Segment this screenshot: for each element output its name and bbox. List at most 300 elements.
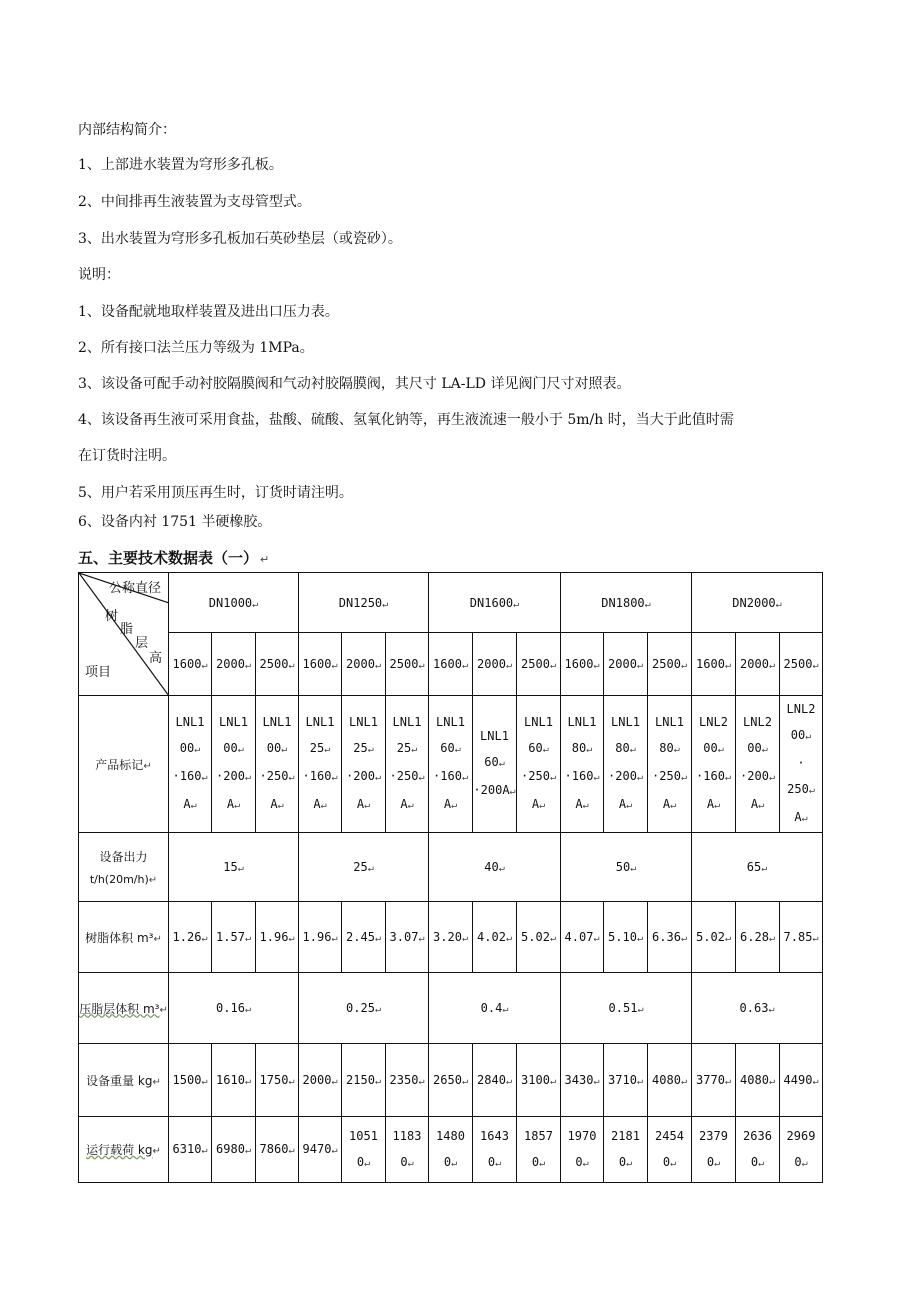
weight-cell: [517, 1044, 561, 1117]
product-mark-text: ·160: [433, 769, 462, 783]
paragraph-mark: ↵: [539, 800, 546, 811]
paragraph-mark: ↵: [593, 933, 600, 944]
paragraph-mark: ↵: [382, 598, 389, 610]
intro-title: 内部结构简介：: [78, 122, 176, 138]
paragraph-mark: ↵: [670, 1157, 677, 1169]
product-mark-line: [561, 735, 603, 763]
load-value: 1643: [480, 1128, 509, 1143]
product-mark-text: LNL1: [175, 715, 205, 729]
resin-volume-cell: [299, 902, 342, 973]
load-cell: [517, 1117, 561, 1183]
paragraph-mark: ↵: [505, 660, 512, 671]
paragraph-mark: ↵: [714, 800, 721, 811]
resin-volume-cell: [342, 902, 386, 973]
load-line: [692, 1149, 735, 1177]
load-value: 0: [794, 1154, 802, 1169]
corner-resin-2: 脂: [120, 622, 134, 637]
height-value: 2500: [783, 657, 813, 671]
product-mark-text: A: [618, 797, 627, 811]
output-value: 50: [615, 860, 631, 874]
load-value: 1857: [524, 1128, 553, 1143]
load-value: 6310: [172, 1141, 202, 1156]
paragraph-mark: ↵: [461, 660, 468, 671]
product-mark-line: [386, 791, 428, 819]
compact-volume-cell: [169, 973, 299, 1044]
paragraph-mark: ↵: [549, 933, 556, 944]
load-line: [473, 1123, 516, 1149]
note-item-4-cont: 在订货时注明。: [78, 448, 176, 464]
product-mark-line: [561, 763, 603, 791]
height-value: 2500: [521, 657, 550, 671]
row-label: 树脂体积 m³: [85, 930, 154, 945]
product-mark-text: LNL2: [699, 715, 728, 729]
load-line: [780, 1149, 822, 1177]
paragraph-mark: ↵: [367, 744, 374, 755]
load-cell: [604, 1117, 648, 1183]
product-mark-text: LNL1: [305, 715, 335, 729]
paragraph-mark: ↵: [626, 1157, 633, 1169]
height-value: 2000: [216, 657, 245, 671]
paragraph-mark: ↵: [418, 1076, 425, 1087]
product-mark-line: [517, 763, 560, 791]
product-mark-text: A: [183, 797, 191, 811]
product-mark-line: [299, 763, 341, 791]
note-item-6: 6、设备内衬 1751 半硬橡胶。: [78, 514, 272, 530]
load-line: [517, 1149, 560, 1177]
product-mark-line: [780, 722, 822, 750]
paragraph-mark: ↵: [288, 1076, 295, 1087]
paragraph-mark: ↵: [644, 598, 651, 610]
load-line: [429, 1123, 472, 1149]
paragraph-mark: ↵: [629, 744, 636, 755]
resin-volume-cell: [517, 902, 561, 973]
product-mark-line: [342, 791, 385, 819]
paragraph-mark: ↵: [281, 744, 288, 755]
product-mark-line: [386, 735, 428, 763]
product-mark-line: [517, 709, 560, 735]
product-mark-line: [429, 709, 472, 735]
weight-value: 4080: [740, 1073, 769, 1087]
product-mark-line: [692, 791, 735, 819]
paragraph-mark: ↵: [582, 1157, 589, 1169]
paragraph-mark: ↵: [331, 933, 338, 944]
paragraph-mark: ↵: [502, 1004, 509, 1015]
height-cell: [256, 633, 299, 696]
compact-volume-value: 0.4: [480, 1001, 503, 1015]
paragraph-mark: ↵: [808, 785, 815, 796]
row-label: 设备出力: [99, 850, 148, 864]
resin-volume-cell: [169, 902, 212, 973]
product-mark-cell: [648, 696, 692, 833]
product-mark-line: [648, 763, 691, 791]
load-line: [780, 1123, 822, 1149]
paragraph-mark: ↵: [288, 1144, 295, 1156]
product-mark-line: [299, 709, 341, 735]
product-mark-line: [429, 791, 472, 819]
load-line: [473, 1149, 516, 1177]
row-label: t/h(20m/h): [89, 873, 149, 886]
compact-volume-cell: [692, 973, 823, 1044]
paragraph-mark: ↵: [680, 1076, 687, 1087]
product-mark-text: ·160: [302, 769, 332, 783]
paragraph-mark: ↵: [201, 933, 208, 944]
load-value: 0: [356, 1154, 365, 1169]
load-line: [648, 1149, 691, 1177]
paragraph-mark: ↵: [761, 863, 768, 874]
note-item-2: 2、所有接口法兰压力等级为 1MPa。: [78, 340, 314, 356]
load-line: [604, 1149, 647, 1177]
paragraph-mark: ↵: [636, 1076, 643, 1087]
paragraph-mark: ↵: [244, 933, 251, 944]
load-line: [648, 1123, 691, 1149]
product-mark-text: 00: [790, 728, 806, 742]
product-mark-line: [169, 791, 211, 819]
product-mark-cell: [342, 696, 386, 833]
paragraph-mark: ↵: [374, 772, 381, 783]
load-value: 0: [400, 1154, 408, 1169]
paragraph-mark: ↵: [724, 933, 731, 944]
compact-volume-value: 0.25: [346, 1001, 375, 1015]
height-cell: [648, 633, 692, 696]
product-mark-line: [780, 750, 822, 804]
product-mark-line: [212, 791, 255, 819]
weight-value: 2650: [433, 1073, 462, 1087]
product-mark-line: [780, 696, 822, 722]
load-line: [736, 1149, 779, 1177]
product-mark-line: [561, 791, 603, 819]
load-line: [169, 1136, 211, 1164]
paragraph-mark: ↵: [244, 1144, 251, 1156]
product-mark-cell: [299, 696, 342, 833]
load-value: 2969: [786, 1128, 816, 1143]
height-value: 2000: [608, 657, 637, 671]
weight-cell: [169, 1044, 212, 1117]
product-mark-line: [692, 763, 735, 791]
height-value: 1600: [302, 657, 332, 671]
output-value: 25: [353, 860, 368, 874]
product-mark-text: 25: [309, 741, 325, 755]
product-mark-text: LNL1: [262, 715, 292, 729]
load-value: 2379: [699, 1128, 728, 1143]
compact-volume-value: 0.63: [739, 1001, 769, 1015]
product-mark-line: [342, 709, 385, 735]
product-mark-cell: [736, 696, 780, 833]
product-mark-line: [429, 763, 472, 791]
resin-volume-cell: [386, 902, 429, 973]
weight-label: [79, 1044, 169, 1117]
paragraph-mark: ↵: [407, 1157, 414, 1169]
resin-volume-cell: [780, 902, 823, 973]
product-mark-label: [79, 696, 169, 833]
height-value: 2000: [477, 657, 506, 671]
product-mark-text: 60: [484, 755, 499, 769]
product-mark-text: 80: [659, 741, 674, 755]
product-mark-line: [256, 791, 298, 819]
weight-value: 3100: [521, 1073, 550, 1087]
load-line: [561, 1149, 603, 1177]
paragraph-mark: ↵: [680, 772, 687, 783]
note-item-5: 5、用户若采用顶压再生时，订货时请注明。: [78, 485, 353, 501]
height-value: 1600: [696, 657, 725, 671]
load-line: [299, 1136, 341, 1164]
weight-cell: [780, 1044, 823, 1117]
load-line: [561, 1123, 603, 1149]
product-mark-line: [692, 709, 735, 735]
product-mark-cell: [256, 696, 299, 833]
product-mark-text: LNL1: [219, 715, 248, 729]
paragraph-mark: ↵: [190, 800, 197, 811]
paragraph-mark: ↵: [549, 1076, 556, 1087]
output-row: [79, 833, 823, 902]
product-mark-line: [604, 791, 647, 819]
paragraph-mark: ↵: [194, 744, 201, 755]
product-mark-text: LNL1: [524, 715, 553, 729]
product-mark-line: [169, 709, 211, 735]
product-mark-line: [736, 735, 779, 763]
product-mark-line: [386, 709, 428, 735]
resin-volume-cell: [256, 902, 299, 973]
resin-volume-value: 3.20: [433, 930, 462, 944]
resin-volume-value: 1.96: [302, 930, 332, 944]
product-mark-line: [473, 777, 516, 805]
note-item-1: 1、设备配就地取样装置及进出口压力表。: [78, 304, 339, 320]
row-label: 压脂层体积 m³: [79, 1001, 160, 1016]
spec-table: [78, 572, 823, 1183]
paragraph-mark: ↵: [461, 1076, 468, 1087]
height-cell: [561, 633, 604, 696]
paragraph-mark: ↵: [768, 660, 775, 671]
paragraph-mark: ↵: [418, 660, 425, 671]
paragraph-mark: ↵: [244, 1076, 251, 1087]
paragraph-mark: ↵: [252, 598, 259, 610]
resin-volume-value: 1.26: [172, 930, 202, 944]
paragraph-mark: ↵: [637, 1004, 644, 1015]
load-value: 0: [706, 1154, 715, 1169]
paragraph-mark: ↵: [626, 800, 633, 811]
product-mark-line: [342, 763, 385, 791]
paragraph-mark: ↵: [498, 758, 505, 769]
product-mark-line: [299, 791, 341, 819]
weight-cell: [736, 1044, 780, 1117]
resin-volume-value: 5.02: [696, 930, 725, 944]
product-mark-text: ·200A: [473, 783, 510, 797]
load-line: [342, 1123, 385, 1149]
paragraph-mark: ↵: [724, 1076, 731, 1087]
load-line: [604, 1123, 647, 1149]
load-cell: [561, 1117, 604, 1183]
paragraph-mark: ↵: [630, 863, 637, 874]
resin-volume-cell: [736, 902, 780, 973]
paragraph-mark: ↵: [364, 800, 371, 811]
height-cell: [299, 633, 342, 696]
product-mark-row: [79, 696, 823, 833]
load-cell: [692, 1117, 736, 1183]
product-mark-line: [604, 735, 647, 763]
paragraph-mark: ↵: [636, 933, 643, 944]
product-mark-text: ·160: [696, 769, 725, 783]
height-cell: [212, 633, 256, 696]
paragraph-mark: ↵: [153, 933, 162, 945]
product-mark-text: A: [662, 797, 671, 811]
load-cell: [473, 1117, 517, 1183]
paragraph-mark: ↵: [374, 1076, 381, 1087]
product-mark-text: ·160: [172, 769, 202, 783]
weight-value: 2150: [346, 1073, 375, 1087]
row-label: 产品标记: [95, 757, 144, 772]
load-value: 1183: [392, 1128, 422, 1143]
product-mark-text: A: [443, 797, 452, 811]
product-mark-text: LNL1: [392, 715, 422, 729]
load-line: [386, 1123, 428, 1149]
load-value: 0: [575, 1154, 583, 1169]
output-value: 65: [746, 860, 762, 874]
resin-volume-value: 3.07: [389, 930, 419, 944]
weight-cell: [604, 1044, 648, 1117]
product-mark-line: [736, 763, 779, 791]
product-mark-line: [604, 709, 647, 735]
product-mark-line: [517, 791, 560, 819]
corner-resin-3: 层: [135, 636, 149, 651]
paragraph-mark: ↵: [758, 800, 765, 811]
resin-volume-value: 6.28: [740, 930, 769, 944]
paragraph-mark: ↵: [812, 1076, 819, 1087]
paragraph-mark: ↵: [801, 813, 808, 824]
paragraph-mark: ↵: [277, 800, 284, 811]
paragraph-mark: ↵: [768, 772, 775, 783]
product-mark-line: [517, 735, 560, 763]
paragraph-mark: ↵: [148, 875, 158, 886]
paragraph-mark: ↵: [288, 660, 295, 671]
load-line: [429, 1149, 472, 1177]
product-mark-line: [736, 709, 779, 735]
product-mark-cell: [692, 696, 736, 833]
product-mark-line: [561, 709, 603, 735]
load-value: 6980: [216, 1141, 245, 1156]
diameter-cell: [169, 573, 299, 633]
resin-volume-label: [79, 902, 169, 973]
paragraph-mark: ↵: [411, 744, 418, 755]
paragraph-mark: ↵: [331, 1144, 338, 1156]
product-mark-line: [648, 791, 691, 819]
product-mark-text: LNL1: [655, 715, 684, 729]
output-cell: [169, 833, 299, 902]
product-mark-line: [473, 723, 516, 749]
paragraph-mark: ↵: [331, 1076, 338, 1087]
resin-volume-value: 5.10: [608, 930, 637, 944]
resin-volume-cell: [648, 902, 692, 973]
weight-cell: [256, 1044, 299, 1117]
output-cell: [299, 833, 429, 902]
height-value: 2500: [652, 657, 681, 671]
paragraph-mark: ↵: [201, 772, 208, 783]
paragraph-mark: ↵: [593, 660, 600, 671]
load-line: [736, 1123, 779, 1149]
height-cell: [342, 633, 386, 696]
product-mark-line: [212, 763, 255, 791]
paragraph-mark: ↵: [549, 772, 556, 783]
paragraph-mark: ↵: [237, 744, 244, 755]
paragraph-mark: ↵: [143, 760, 152, 772]
paragraph-mark: ↵: [539, 1157, 546, 1169]
corner-item: 项目: [85, 665, 112, 680]
weight-cell: [429, 1044, 473, 1117]
height-value: 2000: [740, 657, 769, 671]
paragraph-mark: ↵: [549, 660, 556, 671]
diameter-row: [79, 573, 823, 633]
diameter-cell: [692, 573, 823, 633]
height-row: [79, 633, 823, 696]
row-label: 设备重量 kg: [86, 1073, 153, 1088]
load-value: 0: [487, 1154, 496, 1169]
load-cell: [736, 1117, 780, 1183]
product-mark-text: A: [706, 797, 715, 811]
product-mark-line: [429, 735, 472, 763]
weight-value: 1750: [259, 1073, 289, 1087]
product-mark-text: LNL1: [480, 729, 509, 743]
weight-value: 1500: [172, 1073, 202, 1087]
paragraph-mark: ↵: [513, 598, 520, 610]
compact-volume-cell: [299, 973, 429, 1044]
paragraph-mark: ↵: [324, 744, 331, 755]
weight-value: 4490: [783, 1073, 813, 1087]
paragraph-mark: ↵: [505, 933, 512, 944]
paragraph-mark: ↵: [234, 800, 241, 811]
paragraph-mark: ↵: [680, 660, 687, 671]
resin-volume-value: 6.36: [652, 930, 681, 944]
product-mark-cell: [429, 696, 473, 833]
paragraph-mark: ↵: [454, 744, 461, 755]
height-value: 2500: [389, 657, 419, 671]
height-value: 2000: [346, 657, 375, 671]
resin-volume-value: 4.02: [477, 930, 506, 944]
paragraph-mark: ↵: [636, 772, 643, 783]
paragraph-mark: ↵: [451, 800, 458, 811]
product-mark-line: [386, 763, 428, 791]
resin-volume-cell: [692, 902, 736, 973]
paragraph-mark: ↵: [670, 800, 677, 811]
weight-value: 4080: [652, 1073, 681, 1087]
load-cell: [386, 1117, 429, 1183]
paragraph-mark: ↵: [768, 1076, 775, 1087]
resin-volume-cell: [212, 902, 256, 973]
load-line: [517, 1123, 560, 1149]
paragraph-mark: ↵: [374, 660, 381, 671]
paragraph-mark: ↵: [364, 1157, 371, 1169]
weight-cell: [299, 1044, 342, 1117]
paragraph-mark: ↵: [367, 863, 374, 874]
resin-volume-value: 1.96: [259, 930, 289, 944]
weight-cell: [561, 1044, 604, 1117]
resin-volume-row: [79, 902, 823, 973]
load-cell: [342, 1117, 386, 1183]
load-value: 0: [443, 1154, 452, 1169]
height-value: 1600: [433, 657, 462, 671]
load-cell: [256, 1117, 299, 1183]
paragraph-mark: ↵: [680, 933, 687, 944]
diameter-cell: [561, 573, 692, 633]
output-cell: [429, 833, 561, 902]
paragraph-mark: ↵: [801, 1157, 808, 1169]
paragraph-mark: ↵: [461, 772, 468, 783]
intro-item-2: 2、中间排再生液装置为支母管型式。: [78, 194, 311, 210]
load-label: [79, 1117, 169, 1183]
product-mark-line: [256, 709, 298, 735]
paragraph-mark: ↵: [159, 1004, 168, 1016]
product-mark-line: [169, 763, 211, 791]
weight-row: [79, 1044, 823, 1117]
diameter-cell: [299, 573, 429, 633]
height-cell: [692, 633, 736, 696]
